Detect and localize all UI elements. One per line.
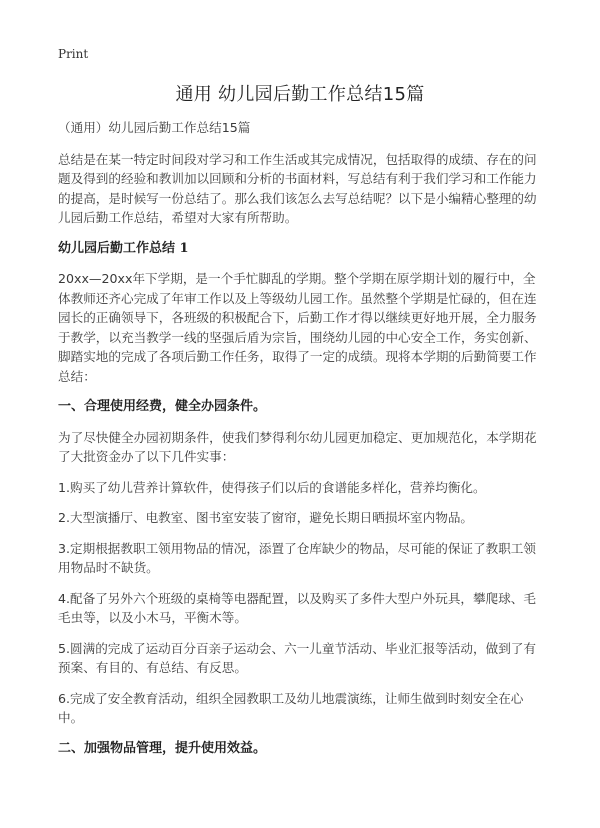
page-title: 通用 幼儿园后勤工作总结15篇 (175, 84, 425, 105)
list-item: 5.圆满的完成了运动百分百亲子运动会、六一儿童节活动、毕业汇报等活动，做到了有预案、有目的、有总结、有反思。 (58, 640, 536, 675)
intro-paragraph: 总结是在某一特定时间段对学习和工作生活或其完成情况，包括取得的成绩、存在的问题及得到的经验和教训加以回顾和分析的书面材料，写总结有利于我们学习和工作能力的提高，是时候写一份总结了。那么我们该怎么去写总结呢？以下是小编精心整理的幼儿园后勤工作总结，希望对大家有所帮助。 (58, 151, 537, 225)
list-item: 6.完成了安全教育活动，组织全园教职工及幼儿地震演练，让师生做到时刻安全在心中。 (58, 690, 524, 725)
list-item: 1.购买了幼儿营养计算软件，使得孩子们以后的食谱能多样化，营养均衡化。 (58, 479, 486, 495)
section-heading-funds: 一、合理使用经费，健全办园条件。 (58, 399, 267, 414)
list-item: 2.大型演播厅、电教室、图书室安装了窗帘，避免长期日晒损坏室内物品。 (58, 510, 474, 525)
subtitle: （通用）幼儿园后勤工作总结15篇 (58, 120, 251, 135)
section-heading-summary-1: 幼儿园后勤工作总结 1 (58, 240, 189, 256)
paragraph-summary-1: 20xx—20xx年下学期，是一个手忙脚乱的学期。整个学期在原学期计划的履行中，全体教师还齐心完成了年审工作以及上等级幼儿园工作。虽然整个学期是忙碌的，但在连园长的正确领导下，各班级的积极配合下，后勤工作才得以继续更好地开展，全力服务于教学，以充当教学一线的坚强后盾为宗旨，围绕幼儿园的中心安全工作，务实创新、脚踏实地的完成了各项后勤工作任务，取得了一定的成绩。现将本学期的后勤简要工作总结： (58, 271, 537, 384)
article-body (58, 118, 546, 769)
list-item: 3.定期根据教职工领用物品的情况，添置了仓库缺少的物品，尽可能的保证了教职工领用物品时不缺货。 (58, 540, 536, 575)
list-item: 4.配备了另外六个班级的桌椅等电器配置，以及购买了多件大型户外玩具，攀爬球、毛毛虫等，以及小木马，平衡木等。 (58, 590, 536, 625)
section-heading-materials: 二、加强物品管理，提升使用效益。 (58, 740, 267, 756)
print-link[interactable]: Print (58, 47, 89, 61)
paragraph-funds: 为了尽快健全办园初期条件，使我们梦得利尔幼儿园更加稳定、更加规范化，本学期花了大批资金办了以下几件实事： (58, 429, 537, 464)
